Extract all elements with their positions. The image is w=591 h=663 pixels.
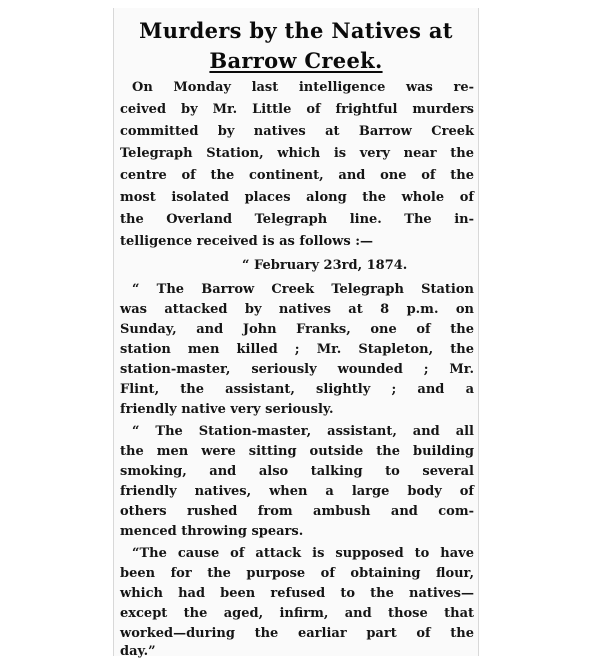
paragraph-3-line: smoking, and also talking to several <box>120 464 474 479</box>
paragraph-1-line: committed by natives at Barrow Creek <box>120 124 474 139</box>
paragraph-3-line: the men were sitting outside the building <box>120 444 474 459</box>
paragraph-2-line: Sunday, and John Franks, one of the <box>120 322 474 337</box>
paragraph-2-line: Flint, the assistant, slightly ; and a <box>120 382 474 397</box>
headline-line-2: Barrow Creek. <box>209 48 383 73</box>
paragraph-1-line: most isolated places along the whole of <box>120 190 474 205</box>
paragraph-1-line: the Overland Telegraph line. The in- <box>120 212 474 227</box>
paragraph-3-line: friendly natives, when a large body of <box>120 484 474 499</box>
paragraph-2-line: “ The Barrow Creek Telegraph Station <box>132 282 474 297</box>
paragraph-1-line: Telegraph Station, which is very near the <box>120 146 474 161</box>
headline-line-1: Murders by the Natives at <box>139 18 453 43</box>
paragraph-2-line: station men killed ; Mr. Stapleton, the <box>120 342 474 357</box>
dateline: “ February 23rd, 1874. <box>242 258 408 273</box>
paragraph-1-line: centre of the continent, and one of the <box>120 168 474 183</box>
paragraph-2-line: station-master, seriously wounded ; Mr. <box>120 362 474 377</box>
paragraph-4-line: been for the purpose of obtaining flour, <box>120 566 474 581</box>
paragraph-2-line: was attacked by natives at 8 p.m. on <box>120 302 474 317</box>
newspaper-clipping <box>113 8 479 659</box>
paragraph-2-line: friendly native very seriously. <box>120 402 334 417</box>
paragraph-1-line: ceived by Mr. Little of frightful murders <box>120 102 474 117</box>
paragraph-4-line: day.” <box>120 644 156 659</box>
paragraph-4-line: worked—during the earliar part of the <box>120 626 474 641</box>
paragraph-3-line: menced throwing spears. <box>120 524 304 539</box>
paragraph-4-line: “The cause of attack is supposed to have <box>132 546 474 561</box>
paragraph-3-line: others rushed from ambush and com- <box>120 504 474 519</box>
paragraph-4-line: except the aged, infirm, and those that <box>120 606 474 621</box>
paragraph-3-line: “ The Station-master, assistant, and all <box>132 424 474 439</box>
paragraph-1-line: telligence received is as follows :— <box>120 234 373 249</box>
paragraph-1-line: On Monday last intelligence was re- <box>132 80 474 95</box>
paragraph-4-line: which had been refused to the natives— <box>120 586 474 601</box>
